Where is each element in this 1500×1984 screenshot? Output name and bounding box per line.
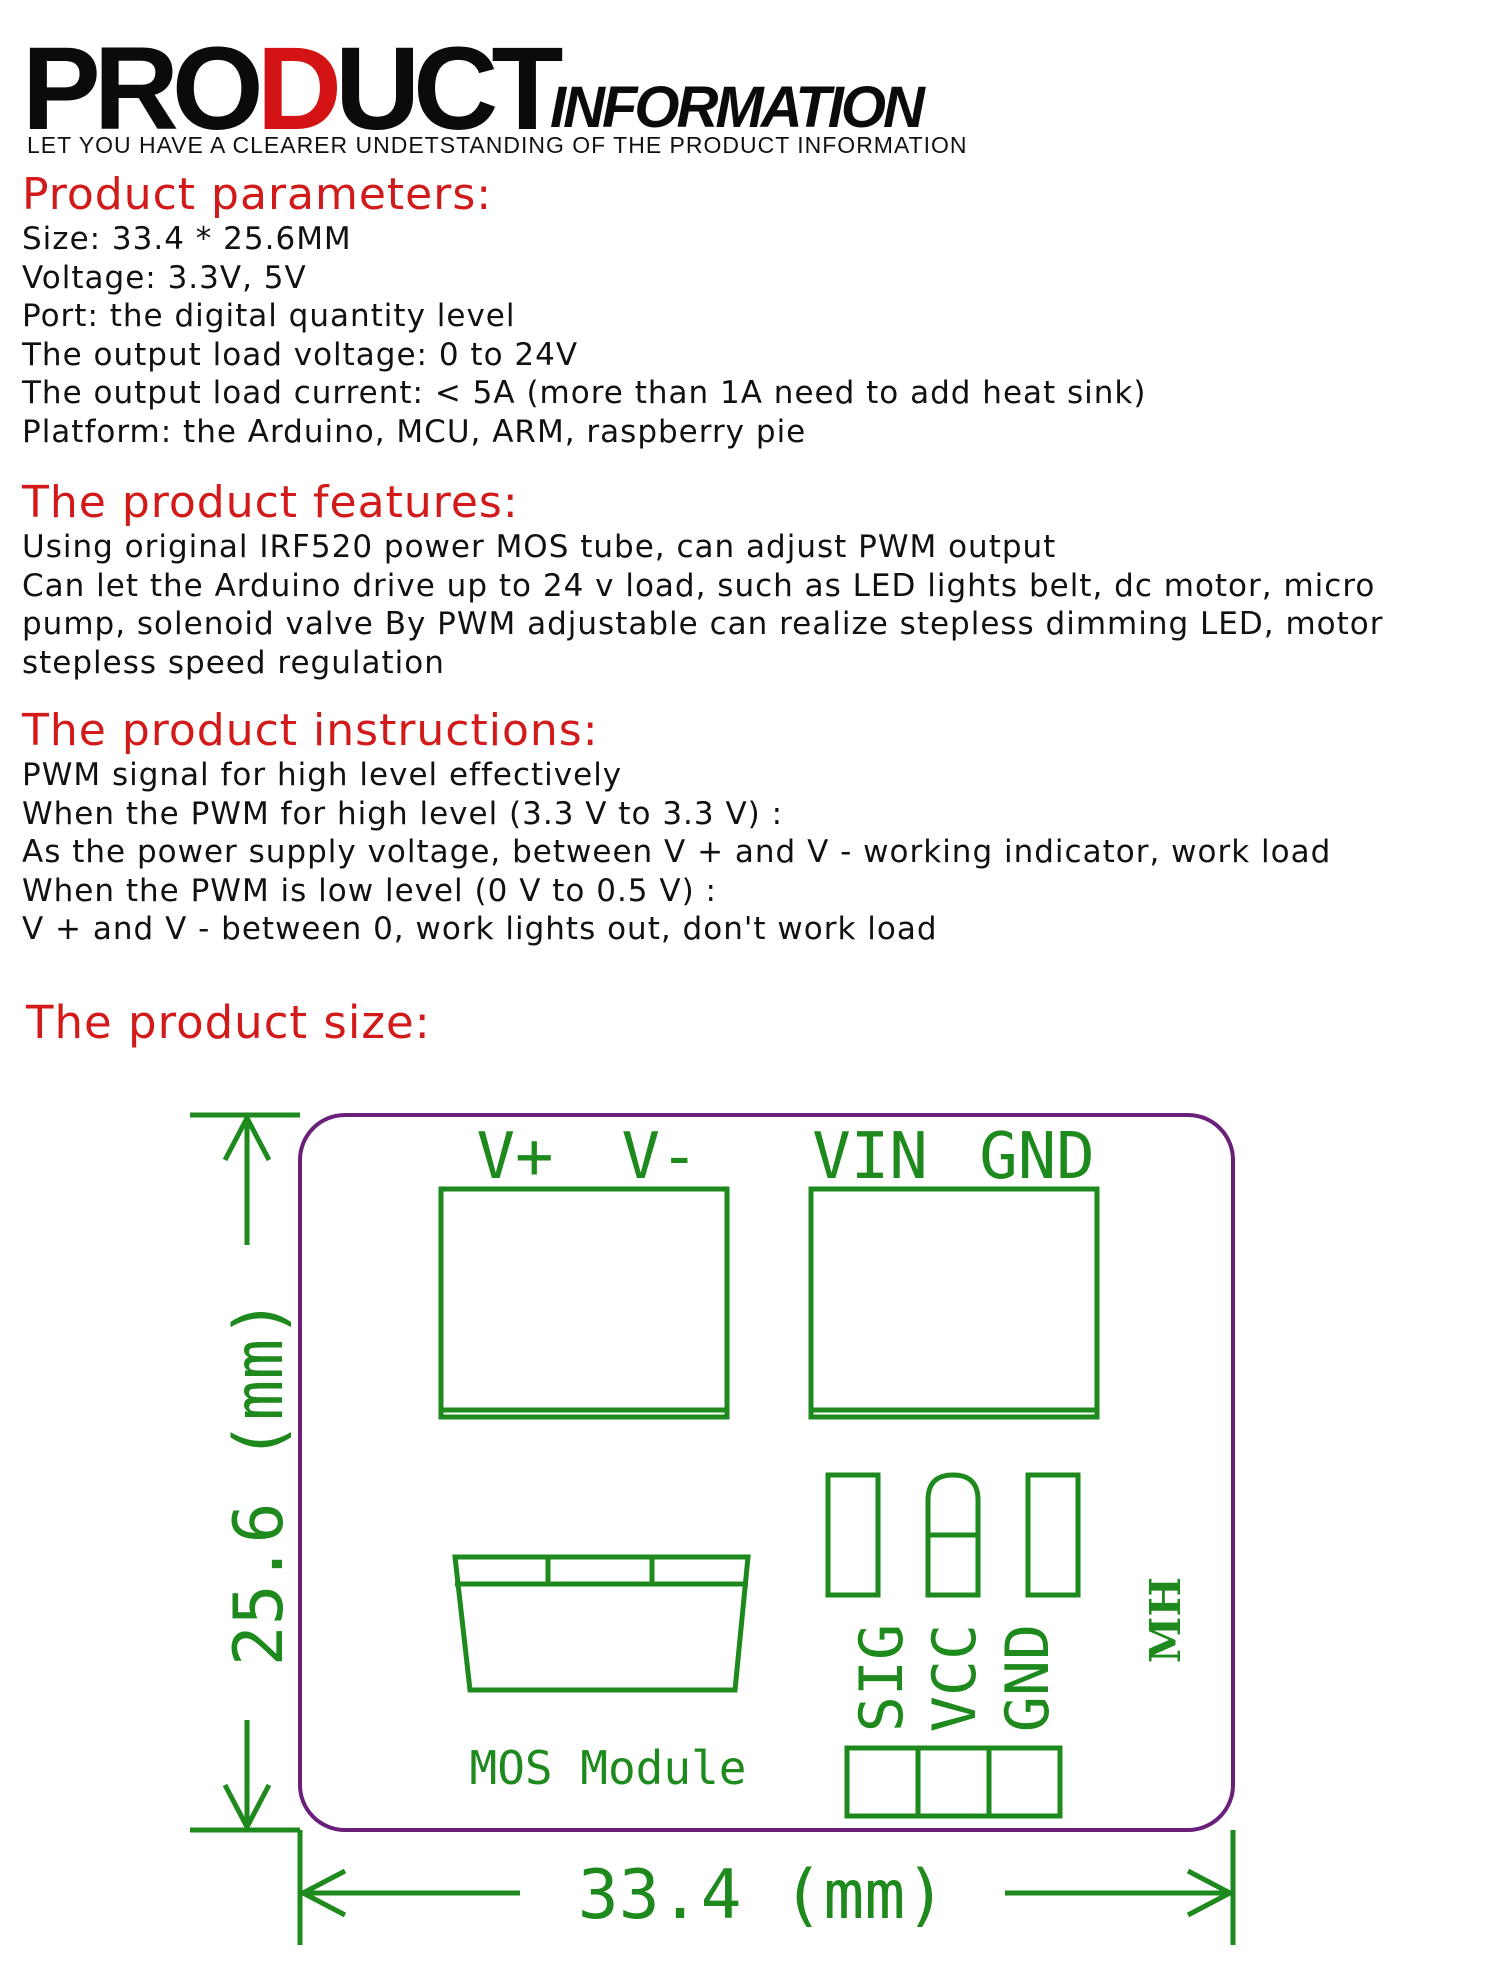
header-secondary-title: INFORMATION xyxy=(550,75,922,140)
label-vminus: V- xyxy=(621,1120,699,1194)
board-mark: MH xyxy=(1141,1576,1190,1664)
parameter-item: Port: the digital quantity level xyxy=(22,298,516,334)
instruction-item: As the power supply voltage, between V + and V - working indicator, work load xyxy=(22,834,1332,870)
width-dimension-label: 33.4 (mm) xyxy=(577,1856,947,1935)
instructions-heading: The product instructions: xyxy=(22,705,599,756)
label-gnd-power: GND xyxy=(979,1120,1095,1194)
title-suffix: UCT xyxy=(334,23,557,155)
parameter-item: Voltage: 3.3V, 5V xyxy=(22,259,307,296)
signal-header xyxy=(847,1748,1060,1816)
instruction-item: V + and V - between 0, work lights out, don't work load xyxy=(22,911,938,947)
parameter-item: Platform: the Arduino, MCU, ARM, raspberry pie xyxy=(22,413,807,450)
parameter-item: Size: 33.4 * 25.6MM xyxy=(22,221,352,257)
resistor-pad-left xyxy=(828,1475,878,1595)
instruction-item: When the PWM is low level (0 V to 0.5 V) : xyxy=(22,872,717,909)
mosfet-footprint xyxy=(455,1557,748,1690)
label-vin: VIN xyxy=(812,1120,928,1194)
parameter-item: The output load voltage: 0 to 24V xyxy=(22,336,579,373)
instruction-item: When the PWM for high level (3.3 V to 3.3 V) : xyxy=(22,795,784,832)
pin-label-vcc: VCC xyxy=(920,1623,990,1733)
title-prefix: PRO xyxy=(22,23,257,155)
features-line: Using original IRF520 power MOS tube, can adjust PWM output xyxy=(22,529,1057,565)
size-heading: The product size: xyxy=(26,996,431,1049)
output-terminal-block xyxy=(441,1189,727,1417)
instruction-item: PWM signal for high level effectively xyxy=(22,757,623,793)
header-subtitle: LET YOU HAVE A CLEARER UNDETSTANDING OF THE PRODUCT INFORMATION xyxy=(27,132,968,158)
input-terminal-block xyxy=(811,1189,1097,1417)
height-dimension-label: 25.6 (mm) xyxy=(220,1297,299,1667)
module-label: MOS Module xyxy=(469,1741,747,1795)
parameter-item: The output load current: < 5A (more than 1A need to add heat sink) xyxy=(22,375,1147,411)
title-accent-letter: D xyxy=(256,23,335,155)
board-labels xyxy=(470,1120,1190,1795)
label-vplus: V+ xyxy=(476,1120,554,1194)
parameters-heading: Product parameters: xyxy=(22,169,493,220)
resistor-pad-right xyxy=(1028,1475,1078,1595)
features-heading: The product features: xyxy=(22,477,519,528)
pin-label-gnd: GND xyxy=(993,1623,1063,1733)
pin-label-sig: SIG xyxy=(847,1623,917,1733)
features-line: Can let the Arduino drive up to 24 v load, such as LED lights belt, dc motor, micro pump, solenoid valve By PWM adjustable can realize stepless dimming LED, motor stepless speed regulation xyxy=(22,567,1384,681)
